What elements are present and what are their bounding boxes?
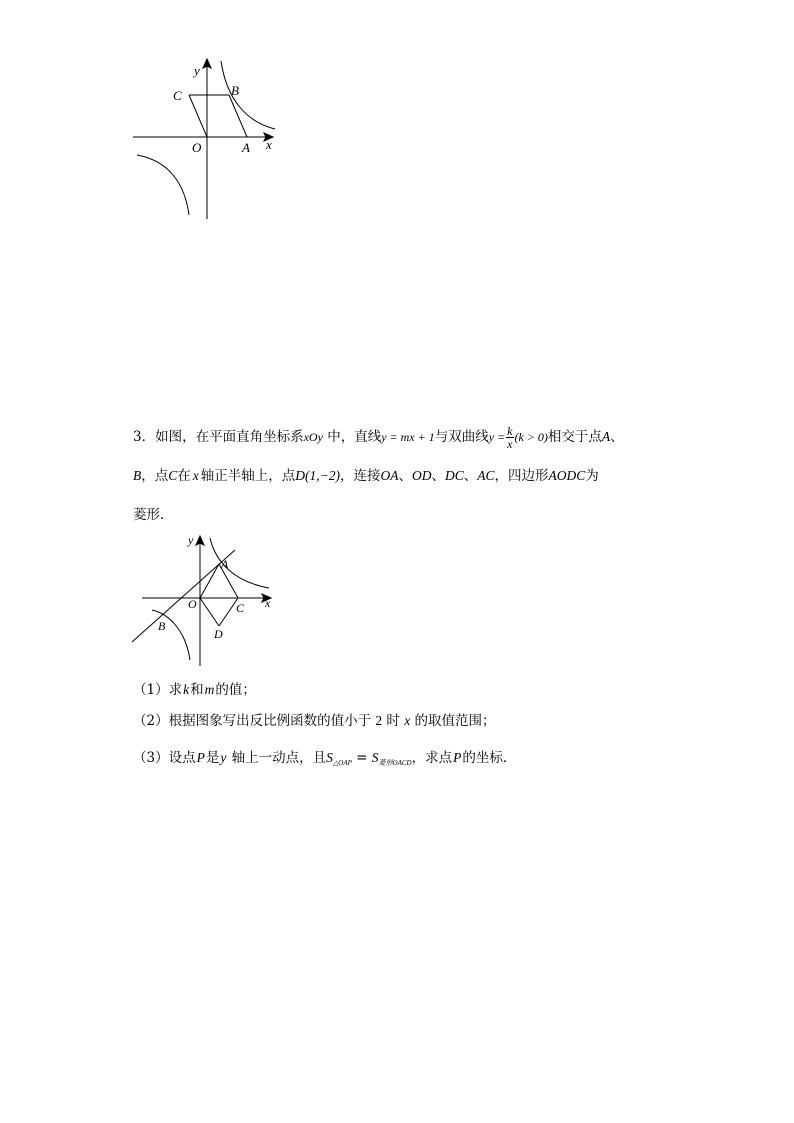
q2-prefix: （2）根据图象写出反比例函数的值小于	[133, 713, 376, 729]
var-y: y	[220, 750, 227, 765]
line2-t4: ，连接	[340, 468, 381, 484]
q3-prefix: （3）设点	[133, 750, 196, 766]
point-B: B	[133, 468, 142, 483]
area-symbol-1: S	[326, 750, 333, 765]
point-C: C	[168, 468, 178, 483]
point-P: P	[196, 750, 205, 765]
segment-DO	[200, 598, 219, 626]
fig1-label-C: C	[173, 88, 182, 103]
q1-end: 的值；	[215, 682, 256, 698]
q1-mid: 和	[190, 682, 204, 698]
q3-mid3: ，求点	[411, 750, 453, 766]
line-equation: y = mx + 1	[381, 430, 435, 444]
question-1	[133, 680, 256, 700]
fig1-label-x: x	[266, 137, 272, 152]
figure-2	[128, 532, 283, 672]
value-two: 2	[375, 713, 383, 728]
area-rhombus	[372, 750, 412, 765]
fraction-numerator: k	[507, 424, 513, 438]
q3-end: 的坐标．	[462, 750, 517, 766]
fig2-label-x: x	[265, 596, 271, 610]
area-symbol-2: S	[371, 750, 379, 765]
line1-mid2: 与双曲线	[434, 429, 489, 445]
line1-mid1: 中，直线	[322, 429, 382, 445]
line1-prefix: ．如图，在平面直角坐标系	[141, 429, 304, 445]
var-x: x	[404, 713, 411, 728]
point-P-2: P	[453, 750, 462, 765]
segment-OA: OA	[380, 468, 399, 483]
segment-OA	[200, 564, 219, 598]
fig1-label-O: O	[192, 140, 202, 155]
fig2-label-B: B	[158, 619, 166, 633]
problem-3-line-2	[133, 466, 599, 486]
sep2: 、	[431, 468, 445, 484]
hyperbola-branch-q3	[137, 155, 189, 215]
hyperbola-branch-q1	[210, 538, 269, 588]
fig1-label-B: B	[231, 83, 239, 98]
fig1-label-A: A	[242, 140, 250, 155]
fig2-label-D: D	[214, 627, 223, 641]
line2-t1: ，点	[141, 468, 169, 484]
segment-AC: AC	[477, 468, 495, 483]
problem-3-line-3: 菱形．	[133, 507, 174, 523]
quad-AODC: AODC	[548, 468, 586, 483]
line2-t6: 为	[585, 468, 599, 484]
point-D: D(1,−2)	[295, 468, 340, 483]
area-subscript-2: 菱形OACD	[378, 759, 412, 767]
q2-mid: 时	[382, 713, 405, 729]
area-subscript-1: △OAP	[332, 759, 352, 767]
sep3: 、	[463, 468, 478, 484]
sep1: 、	[398, 468, 412, 484]
fig1-label-y: y	[194, 63, 200, 78]
fig2-label-C: C	[236, 601, 245, 615]
q3-mid1: 是	[205, 750, 220, 766]
fraction-k-over-x	[506, 425, 513, 450]
figure-1	[125, 55, 285, 225]
fraction-denominator: x	[507, 437, 513, 451]
hyperbola-condition: (k > 0)	[514, 430, 548, 444]
point-A: A	[601, 429, 611, 444]
fig2-label-y: y	[188, 533, 194, 547]
fig2-label-O: O	[188, 597, 197, 611]
hyperbola-branch-q3	[152, 610, 190, 660]
line2-t5: ，四边形	[494, 468, 549, 484]
var-x: x	[192, 468, 199, 483]
problem-number: 3	[133, 429, 142, 445]
segment-BA	[229, 95, 247, 137]
q3-mid2: 轴上一动点，且	[227, 750, 327, 766]
hyperbola-lhs: y =	[488, 430, 506, 444]
segment-DC: DC	[445, 468, 464, 483]
line2-t3: 轴正半轴上，点	[200, 468, 296, 484]
segment-OD: OD	[412, 468, 432, 483]
line1-end: 、	[610, 429, 624, 445]
segment-CO	[189, 95, 207, 137]
line2-t2: 在	[177, 468, 191, 484]
area-triangle-OAP	[326, 750, 352, 765]
question-2	[133, 711, 496, 731]
q1-prefix: （1）求	[133, 682, 183, 698]
var-k: k	[183, 682, 190, 697]
line1-mid3: 相交于点	[547, 429, 602, 445]
q2-end: 的取值范围；	[410, 713, 496, 729]
equals-sign: =	[351, 750, 372, 766]
var-m: m	[204, 682, 215, 697]
problem-3-line-1	[133, 425, 624, 450]
question-3	[133, 748, 516, 773]
fig2-label-A: A	[221, 557, 229, 571]
coord-system-name: xOy	[303, 430, 323, 444]
